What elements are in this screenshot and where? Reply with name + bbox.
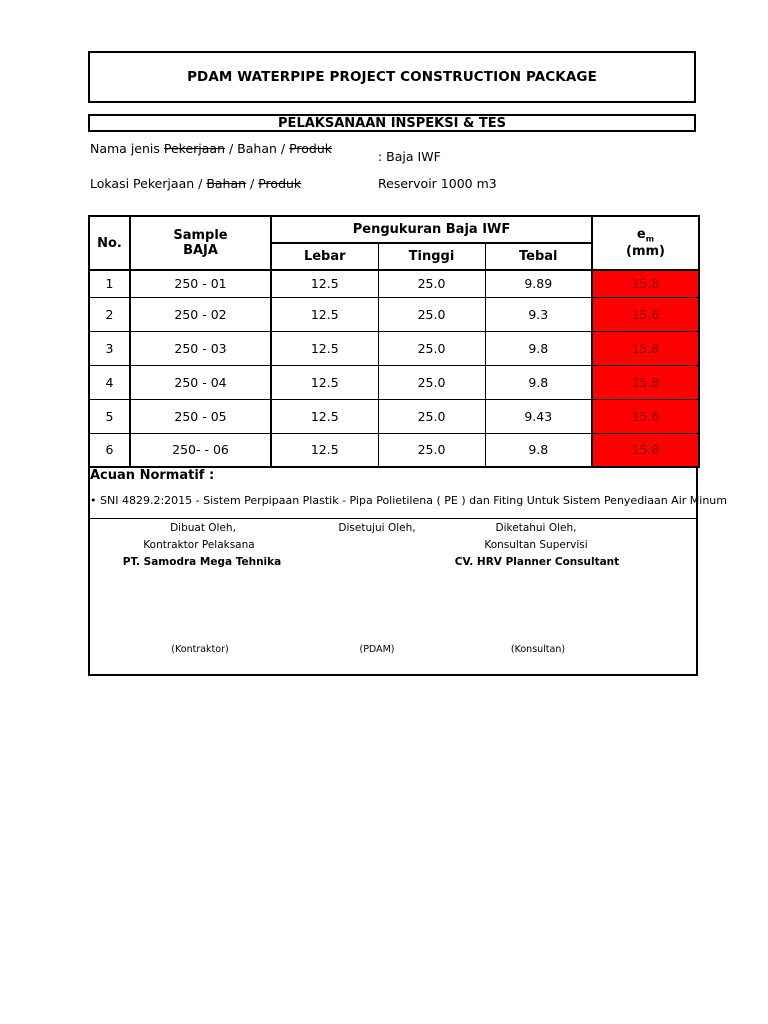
cell-tinggi: 25.0 bbox=[378, 365, 485, 399]
header-sample-line2: BAJA bbox=[183, 243, 218, 258]
table-row bbox=[89, 270, 699, 297]
cell-no: 4 bbox=[89, 365, 130, 399]
acuan-bullet: • bbox=[90, 494, 97, 507]
cell-tinggi: 25.0 bbox=[378, 331, 485, 365]
info-value-1: : Baja IWF bbox=[378, 149, 441, 164]
header-em-symbol bbox=[593, 227, 698, 244]
sig-col2-role: (PDAM) bbox=[359, 644, 395, 655]
info-label-1 bbox=[90, 141, 332, 156]
acuan-item-text: SNI 4829.2:2015 - Sistem Perpipaan Plastik - Pipa Polietilena ( PE ) dan Fiting Untuk Sistem Penyediaan Air Minum bbox=[100, 494, 727, 507]
table-row bbox=[89, 331, 699, 365]
cell-lebar: 12.5 bbox=[271, 297, 378, 331]
header-tinggi: Tinggi bbox=[378, 243, 485, 270]
table-row bbox=[89, 433, 699, 467]
cell-tebal: 9.43 bbox=[485, 399, 592, 433]
info-label-2-struck-1: Bahan bbox=[206, 176, 247, 191]
table-row bbox=[89, 399, 699, 433]
info-label-2-prefix: Lokasi Pekerjaan / bbox=[90, 176, 207, 191]
header-em-sub: m bbox=[645, 234, 655, 244]
document-subtitle: PELAKSANAAN INSPEKSI & TES bbox=[278, 115, 506, 131]
cell-sample: 250- - 06 bbox=[130, 433, 271, 467]
table-row bbox=[89, 297, 699, 331]
header-lebar: Lebar bbox=[271, 243, 378, 270]
sig-col3-role: (Konsultan) bbox=[510, 644, 566, 655]
sig-col3-company: CV. HRV Planner Consultant bbox=[454, 556, 620, 568]
header-sample-line1: Sample bbox=[173, 228, 228, 243]
cell-em: 15.8 bbox=[592, 270, 699, 297]
sig-col1-line1: Dibuat Oleh, bbox=[170, 522, 236, 534]
cell-lebar: 12.5 bbox=[271, 270, 378, 297]
sig-col3-line1: Diketahui Oleh, bbox=[495, 522, 577, 534]
cell-tinggi: 25.0 bbox=[378, 433, 485, 467]
document-title-box bbox=[88, 51, 696, 103]
cell-tebal: 9.3 bbox=[485, 297, 592, 331]
cell-no: 1 bbox=[89, 270, 130, 297]
table-row bbox=[89, 365, 699, 399]
cell-lebar: 12.5 bbox=[271, 433, 378, 467]
header-em-main: e bbox=[636, 227, 646, 243]
acuan-divider bbox=[88, 518, 698, 519]
measurement-table-body bbox=[89, 270, 699, 467]
document-title: PDAM WATERPIPE PROJECT CONSTRUCTION PACKAGE bbox=[187, 69, 597, 85]
info-label-1-sep: / Bahan / bbox=[225, 141, 290, 156]
header-measurement-group: Pengukuran Baja IWF bbox=[271, 216, 592, 243]
cell-no: 5 bbox=[89, 399, 130, 433]
info-label-1-struck-1: Pekerjaan bbox=[163, 141, 225, 156]
cell-lebar: 12.5 bbox=[271, 365, 378, 399]
document-subtitle-box bbox=[88, 114, 696, 132]
header-tebal: Tebal bbox=[485, 243, 592, 270]
cell-tinggi: 25.0 bbox=[378, 399, 485, 433]
info-label-2 bbox=[90, 176, 301, 191]
info-label-1-prefix: Nama jenis bbox=[90, 141, 164, 156]
info-label-1-struck-2: Produk bbox=[289, 141, 332, 156]
sig-col2-line1: Disetujui Oleh, bbox=[338, 522, 416, 534]
cell-no: 6 bbox=[89, 433, 130, 467]
header-no: No. bbox=[89, 216, 130, 270]
cell-sample: 250 - 04 bbox=[130, 365, 271, 399]
cell-lebar: 12.5 bbox=[271, 331, 378, 365]
cell-no: 2 bbox=[89, 297, 130, 331]
header-sample bbox=[130, 216, 271, 270]
cell-tebal: 9.8 bbox=[485, 433, 592, 467]
cell-sample: 250 - 02 bbox=[130, 297, 271, 331]
cell-em: 15.6 bbox=[592, 297, 699, 331]
info-label-2-sep: / bbox=[246, 176, 259, 191]
cell-sample: 250 - 01 bbox=[130, 270, 271, 297]
cell-em: 15.8 bbox=[592, 433, 699, 467]
cell-em: 15.8 bbox=[592, 331, 699, 365]
info-value-2: Reservoir 1000 m3 bbox=[378, 176, 497, 191]
cell-lebar: 12.5 bbox=[271, 399, 378, 433]
sig-col1-line2: Kontraktor Pelaksana bbox=[143, 539, 255, 551]
cell-tebal: 9.8 bbox=[485, 331, 592, 365]
cell-tebal: 9.89 bbox=[485, 270, 592, 297]
sig-col3-line2: Konsultan Supervisi bbox=[484, 539, 588, 551]
cell-tinggi: 25.0 bbox=[378, 270, 485, 297]
header-em bbox=[592, 216, 699, 270]
cell-no: 3 bbox=[89, 331, 130, 365]
header-em-unit: (mm) bbox=[626, 243, 665, 259]
cell-tebal: 9.8 bbox=[485, 365, 592, 399]
sig-col1-role: (Kontraktor) bbox=[171, 644, 229, 655]
cell-tinggi: 25.0 bbox=[378, 297, 485, 331]
sig-col1-company: PT. Samodra Mega Tehnika bbox=[122, 556, 282, 568]
cell-em: 15.6 bbox=[592, 399, 699, 433]
cell-sample: 250 - 03 bbox=[130, 331, 271, 365]
info-label-2-struck-2: Produk bbox=[258, 176, 302, 191]
measurement-table bbox=[88, 215, 700, 468]
cell-sample: 250 - 05 bbox=[130, 399, 271, 433]
acuan-item bbox=[90, 494, 727, 507]
acuan-title: Acuan Normatif : bbox=[90, 468, 215, 483]
cell-em: 15.8 bbox=[592, 365, 699, 399]
